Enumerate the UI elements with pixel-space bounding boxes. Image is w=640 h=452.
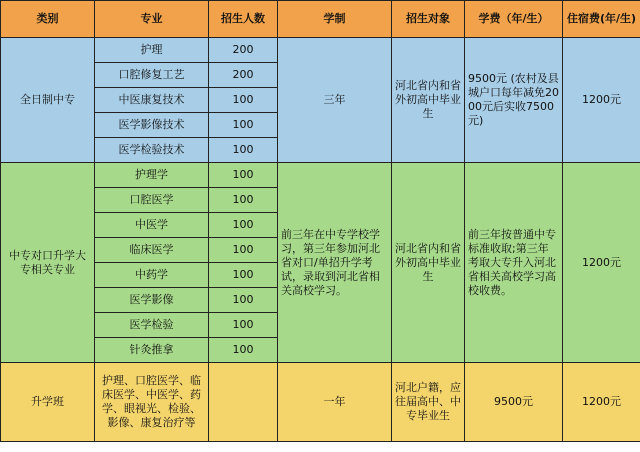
fulltime-major: 中医康复技术 (95, 88, 209, 113)
fulltime-target: 河北省内和省外初高中毕业生 (392, 38, 465, 163)
college-major: 临床医学 (95, 238, 209, 263)
fulltime-count: 100 (209, 88, 278, 113)
upgrade-target: 河北户籍，应往届高中、中专毕业生 (392, 363, 465, 442)
college-tuition: 前三年按普通中专标准收取;第三年考取大专升入河北省相关高校学习高校收费。 (465, 163, 563, 363)
college-major: 医学影像 (95, 288, 209, 313)
upgrade-count (209, 363, 278, 442)
college-major: 针灸推拿 (95, 338, 209, 363)
header-major: 专业 (95, 1, 209, 38)
college-count: 100 (209, 163, 278, 188)
header-category: 类别 (1, 1, 95, 38)
college-count: 100 (209, 213, 278, 238)
college-duration: 前三年在中专学校学习，第三年参加河北省对口/单招升学考试，录取到河北省相关高校学习。 (278, 163, 392, 363)
college-major: 中药学 (95, 263, 209, 288)
college-count: 100 (209, 263, 278, 288)
header-tuition: 学费（年/生） (465, 1, 563, 38)
fulltime-major: 护理 (95, 38, 209, 63)
fulltime-tuition: 9500元 (农村及县城户口每年减免2000元后实收7500元) (465, 38, 563, 163)
upgrade-tuition: 9500元 (465, 363, 563, 442)
college-major: 护理学 (95, 163, 209, 188)
header-duration: 学制 (278, 1, 392, 38)
upgrade-dorm: 1200元 (563, 363, 640, 442)
college-major: 口腔医学 (95, 188, 209, 213)
college-count: 100 (209, 313, 278, 338)
college-major: 医学检验 (95, 313, 209, 338)
fulltime-major: 医学影像技术 (95, 113, 209, 138)
header-enrollment: 招生人数 (209, 1, 278, 38)
college-category: 中专对口升学大专相关专业 (1, 163, 95, 363)
fulltime-count: 100 (209, 138, 278, 163)
college-count: 100 (209, 338, 278, 363)
fulltime-duration: 三年 (278, 38, 392, 163)
header-dorm: 住宿费(年/生) (563, 1, 640, 38)
fulltime-dorm: 1200元 (563, 38, 640, 163)
fulltime-major: 医学检验技术 (95, 138, 209, 163)
header-target: 招生对象 (392, 1, 465, 38)
college-count: 100 (209, 238, 278, 263)
upgrade-duration: 一年 (278, 363, 392, 442)
fulltime-major: 口腔修复工艺 (95, 63, 209, 88)
fulltime-count: 100 (209, 113, 278, 138)
college-major: 中医学 (95, 213, 209, 238)
fulltime-count: 200 (209, 63, 278, 88)
upgrade-majors: 护理、口腔医学、临床医学、中医学、药学、眼视光、检验、影像、康复治疗等 (95, 363, 209, 442)
upgrade-category: 升学班 (1, 363, 95, 442)
college-count: 100 (209, 188, 278, 213)
college-target: 河北省内和省外初高中毕业生 (392, 163, 465, 363)
fulltime-category: 全日制中专 (1, 38, 95, 163)
college-count: 100 (209, 288, 278, 313)
fulltime-count: 200 (209, 38, 278, 63)
college-dorm: 1200元 (563, 163, 640, 363)
